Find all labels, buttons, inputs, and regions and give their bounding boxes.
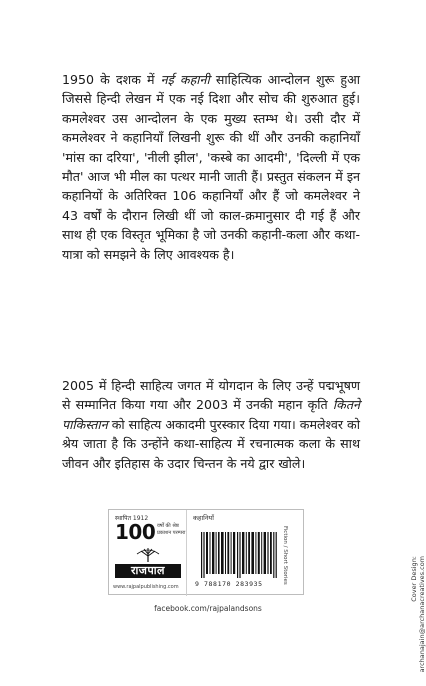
genre-label: कहानियाँ — [193, 514, 214, 522]
established-text: स्थापित 1912 — [115, 515, 149, 522]
barcode-icon — [201, 532, 277, 578]
novel-title: कितने पाकिस्तान — [62, 397, 360, 432]
hundred-years-number: 100 — [115, 520, 156, 544]
description-paragraph-2 — [62, 376, 360, 473]
para2-text-a: 2005 में हिन्दी साहित्य जगत में योगदान के लिए उन्हें पद्मभूषण से सम्मानित किया गया और 2003 में उनकी महान कृति — [62, 378, 360, 413]
publisher-name: राजपाल — [115, 564, 181, 578]
cover-design-label: Cover Design: — [410, 556, 418, 602]
movement-name: नई कहानी — [160, 72, 210, 87]
publisher-panel — [108, 509, 304, 595]
cover-design-credit — [410, 556, 426, 686]
publisher-website: www.rajpalpublishing.com — [113, 584, 179, 590]
facebook-link: facebook.com/rajpalandsons — [154, 604, 262, 613]
fiction-category-label: Fiction / Short Stories — [282, 526, 288, 585]
description-paragraph-1 — [62, 70, 360, 264]
para1-text-a: के दशक में — [94, 72, 161, 87]
tree-logo-icon — [135, 548, 161, 562]
isbn-number: 9 788170 283935 — [195, 580, 263, 588]
para2-text-b: को साहित्य अकादमी पुरस्कार दिया गया। कमलेश्वर को श्रेय जाता है कि उन्होंने कथा-साहित्य में रचनात्मक कला के साथ जीवन और इतिहास के उदार चिन्तन के नये द्वार खोले। — [62, 416, 360, 471]
para1-text-b: साहित्यिक आन्दोलन शुरू हुआ जिससे हिन्दी लेखन में एक नई दिशा और सोच की शुरुआत हुई। कमलेश्वर उस आन्दोलन के एक मुख्य स्तम्भ थे। उसी दौर में कमलेश्वर ने कहानियाँ लिखनी शुरू की थीं और उनकी कहानियाँ 'मांस का दरिया', 'नीली झील', 'कस्बे का आदमी', 'दिल्ली में एक मौत' आज भी मील का पत्थर मानी जाती हैं। प्रस्तुत संकलन में इन कहानियों के अतिरिक्त 106 कहानियाँ और हैं जो कमलेश्वर ने 43 वर्षों के दौरान लिखी थीं जो काल-क्रमानुसार दी गई हैं और साथ ही एक विस्तृत भूमिका है जो उनकी कहानी-कला और कथा-यात्रा को समझने के लिए आवश्यक है। — [62, 72, 360, 262]
year-text: 1950 — [62, 72, 95, 87]
years-tradition-text: वर्षों की श्रेष्ठ प्रकाशन परम्परा — [157, 523, 186, 536]
cover-design-email: archanajain@archanacreatives.com — [418, 556, 426, 673]
publisher-logo-box — [109, 510, 187, 596]
